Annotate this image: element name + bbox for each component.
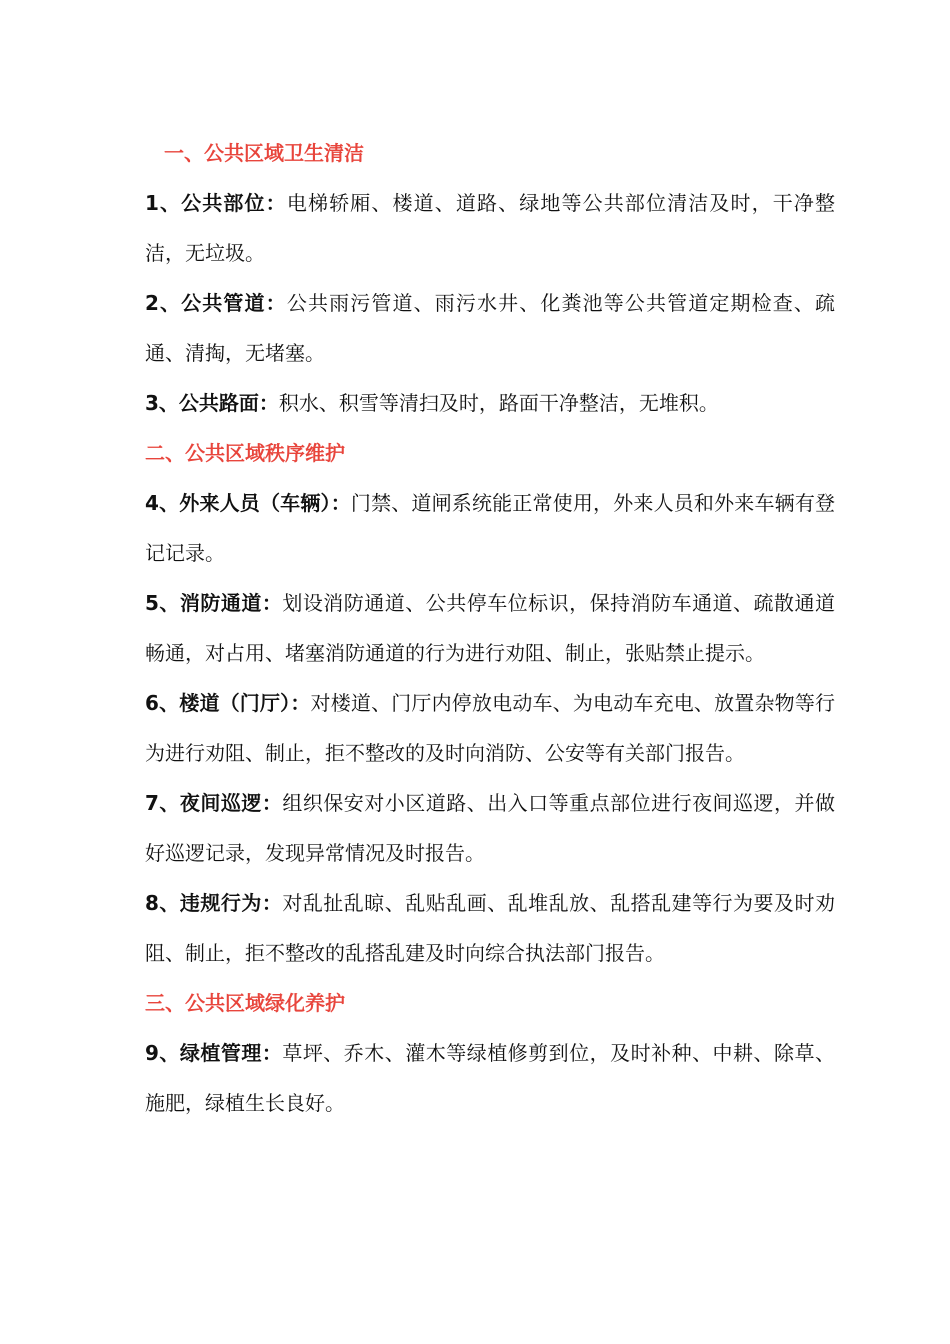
item-label: 9、绿植管理： bbox=[145, 1041, 283, 1065]
item-text: 公共雨污管道、雨污水井、化粪池等公共管道定期检查、疏通、清掏，无堵塞。 bbox=[145, 291, 835, 365]
list-item-violations bbox=[145, 878, 835, 978]
list-item-stairwells bbox=[145, 678, 835, 778]
list-item-public-roads bbox=[145, 378, 835, 428]
list-item-public-areas bbox=[145, 178, 835, 278]
item-label: 2、公共管道： bbox=[145, 291, 287, 315]
section-heading-greening: 三、公共区域绿化养护 bbox=[145, 991, 345, 1015]
item-text: 电梯轿厢、楼道、道路、绿地等公共部位清洁及时，干净整洁，无垃圾。 bbox=[145, 191, 835, 265]
item-label: 7、夜间巡逻： bbox=[145, 791, 283, 815]
item-text: 划设消防通道、公共停车位标识，保持消防车通道、疏散通道畅通，对占用、堵塞消防通道的行为进行劝阻、制止，张贴禁止提示。 bbox=[145, 591, 835, 665]
item-text: 对乱扯乱晾、乱贴乱画、乱堆乱放、乱搭乱建等行为要及时劝阻、制止，拒不整改的乱搭乱建及时向综合执法部门报告。 bbox=[145, 891, 835, 965]
section-heading-order: 二、公共区域秩序维护 bbox=[145, 441, 345, 465]
list-item-visitors bbox=[145, 478, 835, 578]
item-text: 组织保安对小区道路、出入口等重点部位进行夜间巡逻，并做好巡逻记录，发现异常情况及时报告。 bbox=[145, 791, 835, 865]
document-page bbox=[145, 128, 835, 1128]
list-item-plant-management bbox=[145, 1028, 835, 1128]
item-text: 积水、积雪等清扫及时，路面干净整洁，无堆积。 bbox=[278, 391, 719, 415]
list-item-night-patrol bbox=[145, 778, 835, 878]
list-item-public-pipes bbox=[145, 278, 835, 378]
item-label: 4、外来人员（车辆）： bbox=[145, 491, 351, 515]
item-text: 对楼道、门厅内停放电动车、为电动车充电、放置杂物等行为进行劝阻、制止，拒不整改的及时向消防、公安等有关部门报告。 bbox=[145, 691, 836, 765]
item-text: 门禁、道闸系统能正常使用，外来人员和外来车辆有登记记录。 bbox=[145, 491, 836, 565]
item-label: 6、楼道（门厅）： bbox=[145, 691, 311, 715]
item-label: 5、消防通道： bbox=[145, 591, 283, 615]
section-heading-sanitation: 一、公共区域卫生清洁 bbox=[164, 141, 364, 165]
item-label: 1、公共部位： bbox=[145, 191, 287, 215]
item-label: 3、公共路面： bbox=[145, 391, 279, 415]
item-label: 8、违规行为： bbox=[145, 891, 283, 915]
list-item-fire-lanes bbox=[145, 578, 835, 678]
item-text: 草坪、乔木、灌木等绿植修剪到位，及时补种、中耕、除草、施肥，绿植生长良好。 bbox=[145, 1041, 835, 1115]
